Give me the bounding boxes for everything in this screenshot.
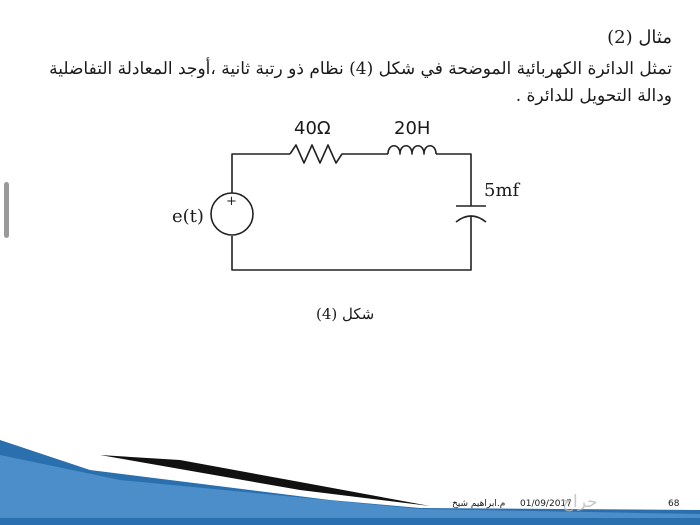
capacitor-label: 5mf: [484, 180, 520, 201]
problem-line-1: تمثل الدائرة الكهربائية الموضحة في شكل (4) نظام ذو رتبة ثانية ،أوجد المعادلة التفاضلية: [49, 59, 672, 79]
source-plus-sign: +: [226, 194, 237, 209]
source-label: e(t): [172, 206, 204, 227]
inductor-label: 20H: [394, 118, 431, 139]
page-number: 68: [668, 499, 680, 509]
footer-date: 01/09/2017: [520, 499, 572, 509]
figure-caption: شكل (4): [316, 305, 375, 323]
watermark-logo: حراج: [562, 492, 598, 512]
problem-line-2: ودالة التحويل للدائرة .: [515, 86, 672, 106]
footer-author: م.ابراهيم شيخ: [452, 499, 506, 509]
example-title: مثال (2): [607, 27, 672, 48]
resistor-label: 40Ω: [294, 118, 331, 139]
